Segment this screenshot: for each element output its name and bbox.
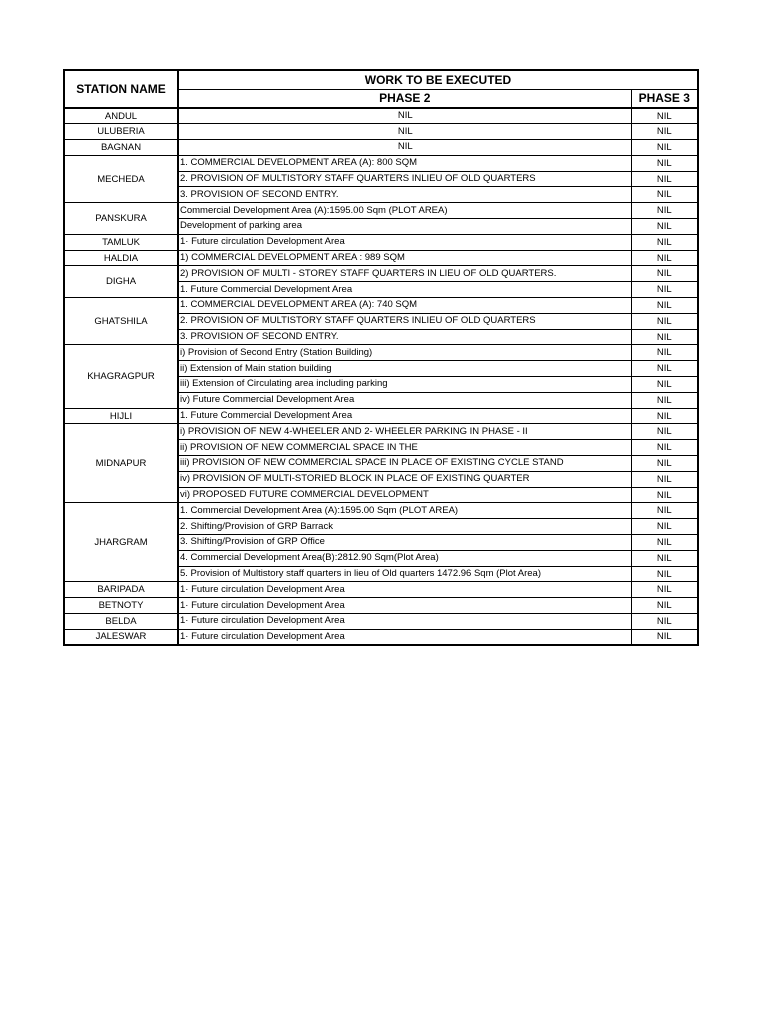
station-name-cell: BELDA — [64, 614, 178, 630]
table-row — [64, 234, 698, 250]
table-row — [64, 629, 698, 645]
station-name-cell: MIDNAPUR — [64, 424, 178, 503]
phase-3-cell: NIL — [631, 266, 698, 282]
phase-3-cell: NIL — [631, 298, 698, 314]
phase-2-work-cell: 2. PROVISION OF MULTISTORY STAFF QUARTERS INLIEU OF OLD QUARTERS — [178, 313, 631, 329]
phase-3-cell: NIL — [631, 471, 698, 487]
station-name-cell: DIGHA — [64, 266, 178, 298]
table-row — [64, 266, 698, 282]
phase-3-cell: NIL — [631, 503, 698, 519]
phase-2-work-cell: NIL — [178, 140, 631, 156]
work-schedule-table — [63, 69, 699, 646]
phase-3-cell: NIL — [631, 629, 698, 645]
table-row — [64, 155, 698, 171]
header-station-name: STATION NAME — [64, 70, 178, 108]
phase-2-work-cell: 1· Future circulation Development Area — [178, 598, 631, 614]
table-row — [64, 124, 698, 140]
phase-3-cell: NIL — [631, 456, 698, 472]
table-row — [64, 250, 698, 266]
phase-3-cell: NIL — [631, 345, 698, 361]
phase-2-work-cell: 2. PROVISION OF MULTISTORY STAFF QUARTERS INLIEU OF OLD QUARTERS — [178, 171, 631, 187]
station-name-cell: BETNOTY — [64, 598, 178, 614]
phase-3-cell: NIL — [631, 614, 698, 630]
station-name-cell: JALESWAR — [64, 629, 178, 645]
phase-2-work-cell: 1· Future circulation Development Area — [178, 629, 631, 645]
phase-3-cell: NIL — [631, 535, 698, 551]
table-row — [64, 582, 698, 598]
phase-2-work-cell: 1· Future circulation Development Area — [178, 614, 631, 630]
phase-2-work-cell: i) Provision of Second Entry (Station Building) — [178, 345, 631, 361]
table-row — [64, 298, 698, 314]
phase-3-cell: NIL — [631, 440, 698, 456]
phase-2-work-cell: 1· Future circulation Development Area — [178, 234, 631, 250]
station-name-cell: TAMLUK — [64, 234, 178, 250]
table-row — [64, 598, 698, 614]
phase-2-work-cell: 1· Future circulation Development Area — [178, 582, 631, 598]
table-row — [64, 108, 698, 124]
phase-3-cell: NIL — [631, 550, 698, 566]
table-row — [64, 503, 698, 519]
phase-2-work-cell: ii) Extension of Main station building — [178, 361, 631, 377]
phase-2-work-cell: 3. PROVISION OF SECOND ENTRY. — [178, 329, 631, 345]
station-name-cell: KHAGRAGPUR — [64, 345, 178, 408]
phase-3-cell: NIL — [631, 424, 698, 440]
table-row — [64, 614, 698, 630]
phase-2-work-cell: 1. COMMERCIAL DEVELOPMENT AREA (A): 740 SQM — [178, 298, 631, 314]
header-phase-2: PHASE 2 — [178, 89, 631, 108]
phase-3-cell: NIL — [631, 392, 698, 408]
table-body — [64, 108, 698, 645]
station-name-cell: BAGNAN — [64, 140, 178, 156]
table-row — [64, 203, 698, 219]
phase-2-work-cell: 1. Future Commercial Development Area — [178, 408, 631, 424]
phase-2-work-cell: 2) PROVISION OF MULTI - STOREY STAFF QUARTERS IN LIEU OF OLD QUARTERS. — [178, 266, 631, 282]
phase-2-work-cell: Development of parking area — [178, 219, 631, 235]
phase-3-cell: NIL — [631, 582, 698, 598]
phase-2-work-cell: iii) Extension of Circulating area including parking — [178, 377, 631, 393]
header-work-to-be-executed: WORK TO BE EXECUTED — [178, 70, 698, 89]
station-name-cell: GHATSHILA — [64, 298, 178, 345]
phase-2-work-cell: 1) COMMERCIAL DEVELOPMENT AREA : 989 SQM — [178, 250, 631, 266]
phase-3-cell: NIL — [631, 566, 698, 582]
station-name-cell: PANSKURA — [64, 203, 178, 235]
phase-2-work-cell: NIL — [178, 124, 631, 140]
phase-3-cell: NIL — [631, 487, 698, 503]
phase-3-cell: NIL — [631, 219, 698, 235]
phase-3-cell: NIL — [631, 519, 698, 535]
station-name-cell: ANDUL — [64, 108, 178, 124]
phase-3-cell: NIL — [631, 329, 698, 345]
phase-3-cell: NIL — [631, 361, 698, 377]
phase-3-cell: NIL — [631, 313, 698, 329]
phase-2-work-cell: ii) PROVISION OF NEW COMMERCIAL SPACE IN THE — [178, 440, 631, 456]
phase-2-work-cell: NIL — [178, 108, 631, 124]
table-row — [64, 408, 698, 424]
table-row — [64, 424, 698, 440]
phase-2-work-cell: Commercial Development Area (A):1595.00 Sqm (PLOT AREA) — [178, 203, 631, 219]
phase-3-cell: NIL — [631, 250, 698, 266]
table-row — [64, 345, 698, 361]
phase-2-work-cell: 1. Commercial Development Area (A):1595.00 Sqm (PLOT AREA) — [178, 503, 631, 519]
phase-3-cell: NIL — [631, 234, 698, 250]
table-header — [64, 70, 698, 108]
phase-2-work-cell: 4. Commercial Development Area(B):2812.90 Sqm(Plot Area) — [178, 550, 631, 566]
phase-3-cell: NIL — [631, 140, 698, 156]
station-name-cell: ULUBERIA — [64, 124, 178, 140]
phase-2-work-cell: vi) PROPOSED FUTURE COMMERCIAL DEVELOPMENT — [178, 487, 631, 503]
phase-3-cell: NIL — [631, 108, 698, 124]
phase-3-cell: NIL — [631, 124, 698, 140]
phase-3-cell: NIL — [631, 377, 698, 393]
station-name-cell: JHARGRAM — [64, 503, 178, 582]
phase-3-cell: NIL — [631, 203, 698, 219]
phase-2-work-cell: 3. Shifting/Provision of GRP Office — [178, 535, 631, 551]
table-row — [64, 140, 698, 156]
station-name-cell: HIJLI — [64, 408, 178, 424]
header-row-top — [64, 70, 698, 89]
phase-2-work-cell: i) PROVISION OF NEW 4-WHEELER AND 2- WHEELER PARKING IN PHASE - II — [178, 424, 631, 440]
phase-3-cell: NIL — [631, 187, 698, 203]
phase-3-cell: NIL — [631, 598, 698, 614]
header-phase-3: PHASE 3 — [631, 89, 698, 108]
phase-3-cell: NIL — [631, 282, 698, 298]
phase-3-cell: NIL — [631, 155, 698, 171]
phase-2-work-cell: 2. Shifting/Provision of GRP Barrack — [178, 519, 631, 535]
phase-2-work-cell: 3. PROVISION OF SECOND ENTRY. — [178, 187, 631, 203]
station-name-cell: HALDIA — [64, 250, 178, 266]
phase-2-work-cell: 5. Provision of Multistory staff quarters in lieu of Old quarters 1472.96 Sqm (Plot Area) — [178, 566, 631, 582]
station-name-cell: MECHEDA — [64, 155, 178, 202]
phase-3-cell: NIL — [631, 408, 698, 424]
station-name-cell: BARIPADA — [64, 582, 178, 598]
phase-3-cell: NIL — [631, 171, 698, 187]
phase-2-work-cell: iii) PROVISION OF NEW COMMERCIAL SPACE IN PLACE OF EXISTING CYCLE STAND — [178, 456, 631, 472]
phase-2-work-cell: 1. Future Commercial Development Area — [178, 282, 631, 298]
phase-2-work-cell: iv) PROVISION OF MULTI-STORIED BLOCK IN PLACE OF EXISTING QUARTER — [178, 471, 631, 487]
phase-2-work-cell: 1. COMMERCIAL DEVELOPMENT AREA (A): 800 SQM — [178, 155, 631, 171]
phase-2-work-cell: iv) Future Commercial Development Area — [178, 392, 631, 408]
